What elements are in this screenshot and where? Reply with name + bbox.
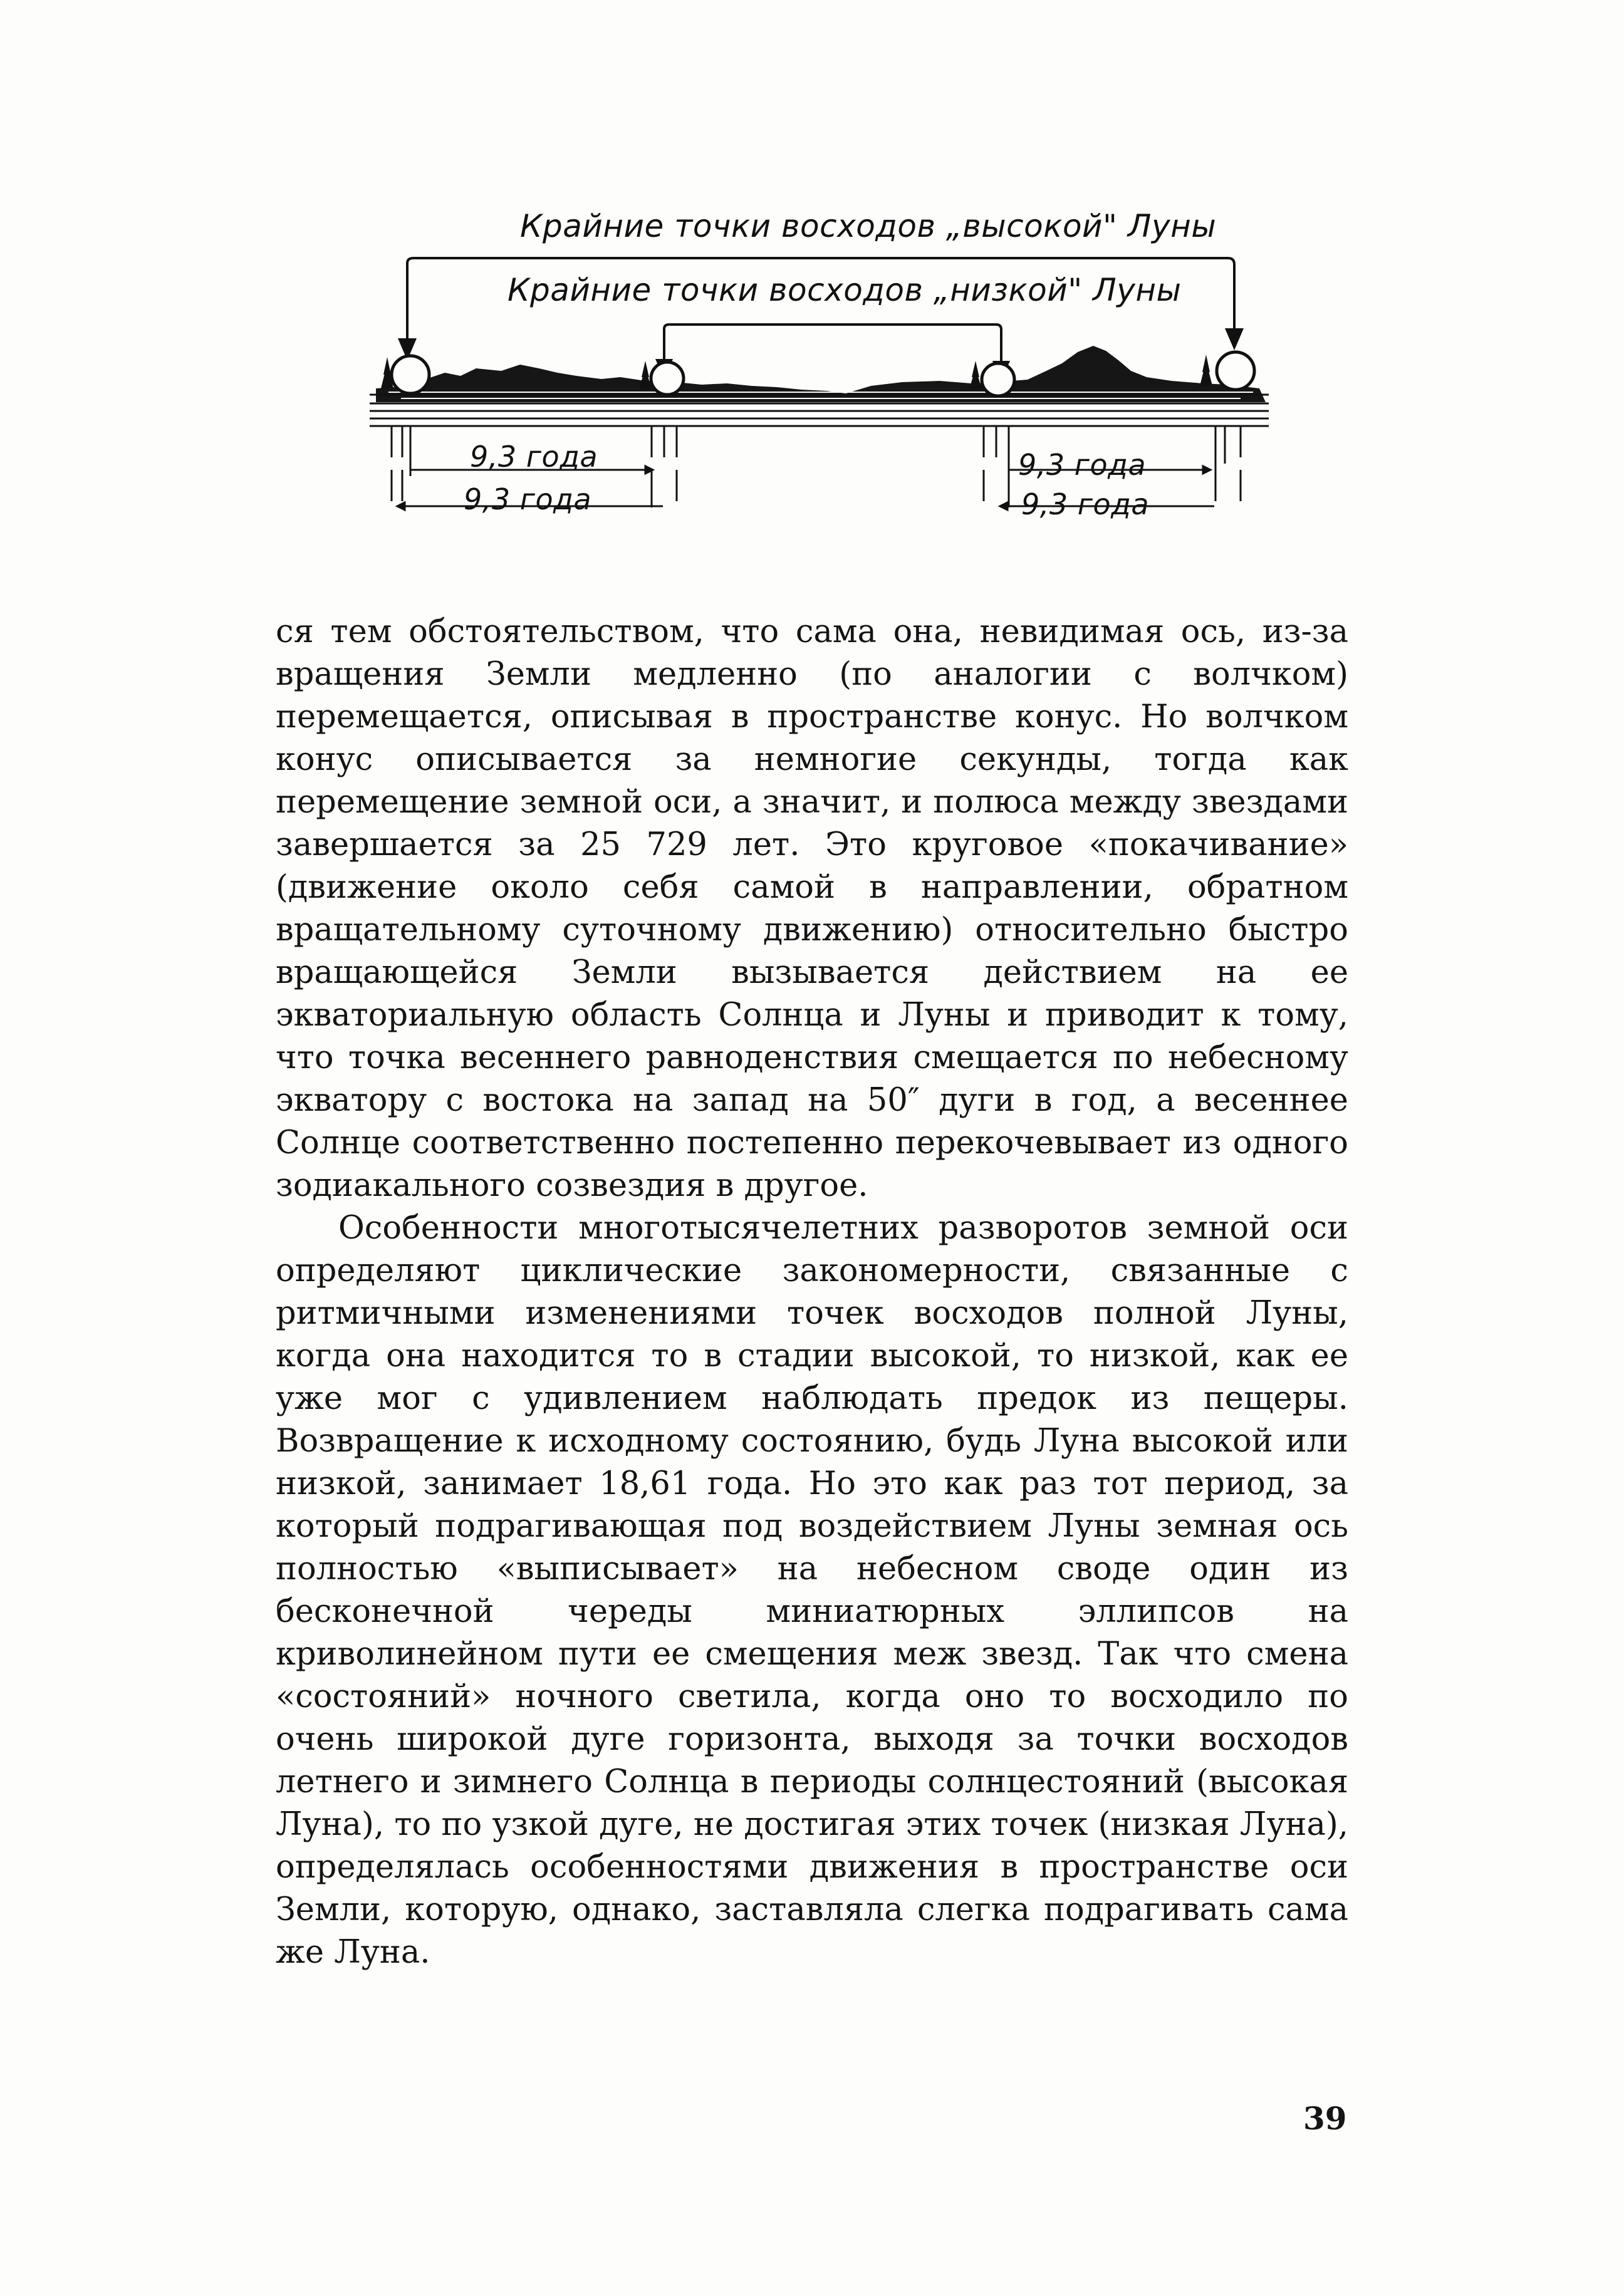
low-moon-bracket xyxy=(657,325,1008,378)
moon-low-right xyxy=(982,363,1014,396)
paragraph: ся тем обстоятельством, что сама она, невидимая ось, из-за вращения Земли медленно (по аналогии с волчком) перемещается, описывая в пространстве конус. Но волчком конус описывается за немногие секунды, тогда как перемещение земной оси, а значит, и полюса между звездами завершается за 25 729 лет. Это круговое «покачивание» (движение около себя самой в направлении, обратном вращательному суточному движению) относительно быстро вращающейся Земли вызывается действием на ее экваториальную область Солнца и Луны и приводит к тому, что точка весеннего равноденствия смещается по небесному экватору с востока на запад на 50″ дуги в год, а весеннее Солнце соответственно постепенно перекочевывает из одного зодиакального созвездия в другое. xyxy=(276,613,1348,1204)
horizon-landscape xyxy=(370,346,1269,426)
paragraph: Особенности многотысячелетних разворотов земной оси определяют циклические закономерности, связанные с ритмичными изменениями точек восходов полной Луны, когда она находится то в стадии высокой, то низкой, как ее уже мог с удивлением наблюдать предок из пещеры. Возвращение к исходному состоянию, будь Луна высокой или низкой, занимает 18,61 года. Но это как раз тот период, за который подрагивающая под воздействием Луны земная ось полностью «выписывает» на небесном своде один из бесконечной череды миниатюрных эллипсов на криволинейном пути ее смещения меж звезд. Так что смена «состояний» ночного светила, когда оно то восходило по очень широкой дуге горизонта, выходя за точки восходов летнего и зимнего Солнца в периоды солнцестояний (высокая Луна), то по узкой дуге, не достигая этих точек (низкая Луна), определялась особенностями движения в пространстве оси Земли, которую, однако, заставляла слегка подрагивать сама же Луна. xyxy=(276,1210,1348,1971)
high-moon-label: Крайние точки восходов „высокой" Луны xyxy=(520,208,1217,244)
duration-label: 9,3 года xyxy=(470,440,598,474)
moonrise-diagram xyxy=(351,207,1291,558)
body-text xyxy=(276,611,1348,1974)
low-moon-label: Крайние точки восходов „низкой" Луны xyxy=(508,272,1182,308)
page-number: 39 xyxy=(1303,2100,1347,2137)
moon-low-left xyxy=(651,362,684,395)
duration-label: 9,3 года xyxy=(1021,487,1150,521)
duration-label: 9,3 года xyxy=(464,482,592,516)
moon-high-left xyxy=(392,356,429,393)
moon-high-right xyxy=(1217,352,1254,390)
duration-label: 9,3 года xyxy=(1018,448,1147,482)
